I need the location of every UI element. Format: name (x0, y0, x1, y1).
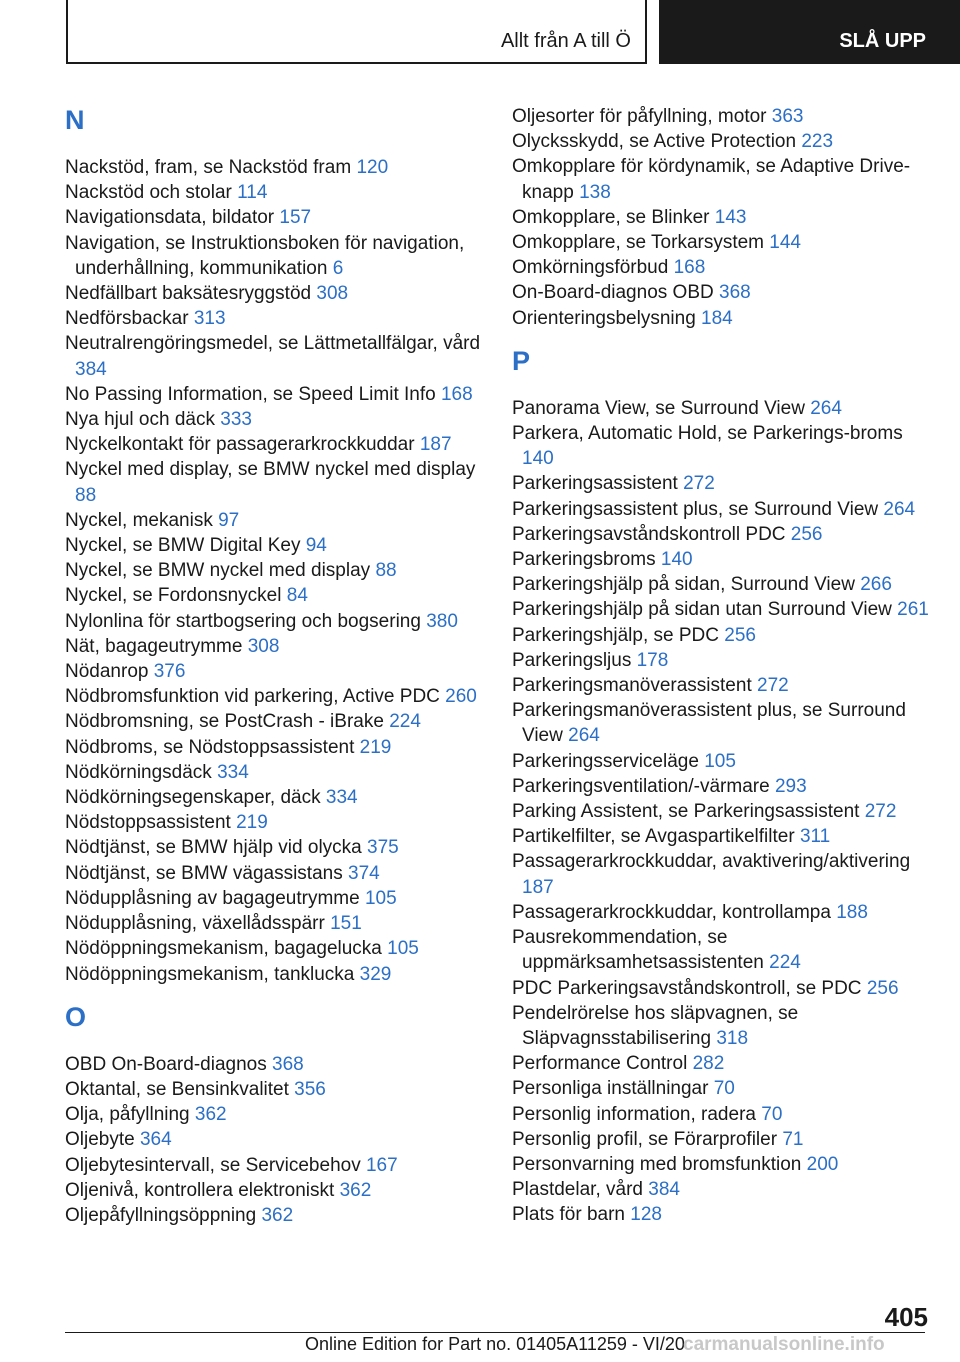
page-link[interactable]: 374 (348, 862, 380, 884)
index-entry-text: Personliga inställningar (512, 1078, 709, 1100)
index-entry (512, 597, 932, 622)
index-entry-text: Personlig profil, se Förarprofiler (512, 1128, 778, 1150)
page-link[interactable]: 362 (261, 1204, 294, 1226)
index-entry (65, 331, 495, 381)
index-entry-text: Personlig information, radera (512, 1103, 756, 1125)
index-entry (512, 824, 932, 849)
index-entry (512, 471, 932, 496)
header-tab-label: SLÅ UPP (839, 30, 926, 52)
index-entry-text: Omkopplare, se Torkarsystem (512, 232, 765, 254)
page-link[interactable]: 364 (139, 1129, 172, 1151)
page-link[interactable]: 105 (364, 887, 397, 909)
index-entry (512, 774, 932, 799)
index-entry-text: Parkera, Automatic Hold, se Parkerings-broms (512, 423, 903, 445)
index-entry (65, 810, 495, 835)
index-entry-text: Passagerarkrockkuddar, avaktivering/aktivering (512, 851, 911, 873)
index-entry-text: Nackstöd och stolar (65, 182, 232, 204)
page-link[interactable]: 272 (757, 675, 789, 697)
index-entry (65, 962, 495, 987)
index-entry (65, 835, 495, 860)
index-entry (512, 396, 932, 421)
section-letter: P (512, 345, 531, 376)
page-link[interactable]: 329 (359, 963, 392, 985)
index-entry-text: Nät, bagageutrymme (65, 635, 243, 657)
page-link[interactable]: 71 (782, 1128, 804, 1150)
index-entry-text: Oktantal, se Bensinkvalitet (65, 1078, 289, 1100)
page-link[interactable]: 368 (719, 282, 751, 304)
index-entry-text: Nödstoppsassistent (65, 812, 231, 834)
page-link[interactable]: 311 (799, 826, 831, 848)
header-section-box (66, 0, 647, 64)
page-link[interactable]: 144 (769, 232, 801, 254)
page-link[interactable]: 334 (217, 761, 249, 783)
page-link[interactable]: 380 (426, 610, 458, 632)
index-entry-text: Nödbromsning, se PostCrash - iBrake (65, 711, 384, 733)
index-entry (65, 861, 495, 886)
index-entry (512, 572, 932, 597)
index-entry-text: Parkeringsassistent plus, se Surround View (512, 498, 879, 520)
page-link[interactable]: 219 (236, 812, 268, 834)
index-entry (65, 382, 495, 407)
page-link[interactable]: 256 (724, 624, 756, 646)
index-entry-text: Omkopplare för kördynamik, se Adaptive Drive-knapp (512, 156, 911, 203)
index-entry-text: Pendelrörelse hos släpvagnen, se Släpvagnsstabilisering (512, 1002, 799, 1049)
index-entry (65, 911, 495, 936)
index-entry-text: Panorama View, se Surround View (512, 397, 805, 419)
section-letter: N (65, 105, 85, 135)
page-link[interactable]: 138 (579, 181, 611, 203)
index-entry-text: Parkeringsserviceläge (512, 750, 699, 772)
page-link[interactable]: 272 (683, 473, 715, 495)
page-number: 405 (884, 1302, 928, 1332)
index-entry (512, 1127, 932, 1152)
page-link[interactable]: 70 (761, 1103, 783, 1125)
page-link[interactable]: 6 (332, 257, 344, 279)
index-entry-text: Nödupplåsning, växellådsspärr (65, 913, 325, 935)
index-entry-text: Neutralrengöringsmedel, se Lättmetallfälgar, vård (65, 333, 481, 355)
index-entry-text: Olycksskydd, se Active Protection (512, 131, 797, 153)
index-entry (512, 849, 932, 899)
page-link[interactable]: 308 (247, 635, 280, 657)
index-column-left (65, 104, 495, 1228)
index-entry (512, 1202, 932, 1227)
index-entry-text: Plats för barn (512, 1204, 625, 1226)
index-entry-text: Parkeringsventilation/-värmare (512, 775, 770, 797)
page-link[interactable]: 376 (153, 661, 186, 683)
index-entry (65, 558, 495, 583)
index-entry (512, 1102, 932, 1127)
page-link[interactable]: 334 (325, 787, 358, 809)
index-entry (512, 1076, 932, 1101)
index-entry (65, 659, 495, 684)
page-link[interactable]: 282 (692, 1053, 725, 1075)
page-link[interactable]: 128 (630, 1204, 662, 1226)
index-entry (65, 180, 495, 205)
page-link[interactable]: 140 (660, 549, 693, 571)
page-link[interactable]: 293 (774, 775, 807, 797)
index-entry-text: Nya hjul och däck (65, 409, 215, 431)
index-entry-text: Parkeringsmanöverassistent plus, se Surround View (512, 700, 906, 747)
index-entry (65, 457, 495, 507)
page-link[interactable]: 384 (648, 1179, 680, 1201)
index-entry-text: Oljebyte (65, 1129, 135, 1151)
index-entry (65, 407, 495, 432)
index-entry-text: Oljenivå, kontrollera elektroniskt (65, 1179, 335, 1201)
page-link[interactable]: 313 (193, 308, 226, 330)
index-entry-text: Oljebytesintervall, se Servicebehov (65, 1154, 361, 1176)
header-section-label: Allt från A till Ö (500, 30, 631, 52)
index-entry-text: Nödöppningsmekanism, bagagelucka (65, 938, 382, 960)
index-entry-text: Nödkörningsdäck (65, 761, 212, 783)
page-link[interactable]: 84 (286, 585, 308, 607)
page-link[interactable]: 105 (387, 938, 419, 960)
index-entry (65, 886, 495, 911)
index-entry (65, 155, 495, 180)
index-entry (65, 785, 495, 810)
index-entry (512, 280, 932, 305)
page-link[interactable]: 168 (440, 383, 473, 405)
index-entry (65, 936, 495, 961)
index-entry (65, 281, 495, 306)
index-entry (512, 673, 932, 698)
page-link[interactable]: 224 (389, 711, 421, 733)
index-entry-text: Nödtjänst, se BMW hjälp vid olycka (65, 837, 362, 859)
page-link[interactable]: 261 (897, 599, 929, 621)
index-entry-text: Omkopplare, se Blinker (512, 206, 710, 228)
index-entry (512, 230, 932, 255)
index-entry (512, 205, 932, 230)
index-entry (512, 749, 932, 774)
index-entry (65, 760, 495, 785)
index-entry-text: Nödupplåsning av bagageutrymme (65, 887, 360, 909)
index-entry-text: Nedfällbart baksätesryggstöd (65, 283, 312, 305)
page-link[interactable]: 375 (367, 837, 399, 859)
index-entry (65, 684, 495, 709)
edition-text: Online Edition for Part no. 01405A11259 - VI/20 (305, 1334, 685, 1354)
index-entry-text: Parkeringsmanöverassistent (512, 675, 752, 697)
page-link[interactable]: 223 (801, 131, 834, 153)
page-link[interactable]: 219 (359, 736, 392, 758)
index-entry (512, 799, 932, 824)
index-entry-text: Partikelfilter, se Avgaspartikelfilter (512, 826, 795, 848)
index-entry-text: OBD On-Board-diagnos (65, 1053, 267, 1075)
index-entry (65, 735, 495, 760)
index-entry (512, 648, 932, 673)
index-entry-text: Navigationsdata, bildator (65, 207, 275, 229)
index-entry-text: Nödtjänst, se BMW vägassistans (65, 862, 343, 884)
index-entry (65, 583, 495, 608)
page-link[interactable]: 151 (330, 913, 362, 935)
page-link[interactable]: 272 (864, 801, 897, 823)
index-entry-text: Parkeringshjälp på sidan utan Surround View (512, 599, 892, 621)
page-link[interactable]: 356 (294, 1078, 326, 1100)
page-link[interactable]: 70 (713, 1078, 735, 1100)
page-link[interactable]: 384 (75, 358, 107, 380)
index-entry (512, 698, 932, 748)
page-link[interactable]: 88 (375, 560, 397, 582)
index-entry (65, 1102, 495, 1127)
page-link[interactable]: 140 (522, 448, 554, 470)
index-entry-text: Nödöppningsmekanism, tanklucka (65, 963, 355, 985)
index-entry (512, 104, 932, 129)
page-link[interactable]: 256 (866, 977, 899, 999)
index-entry-text: Parking Assistent, se Parkeringsassistent (512, 801, 860, 823)
footer-divider (65, 1332, 925, 1333)
index-entry-text: Nyckel med display, se BMW nyckel med display (65, 459, 476, 481)
index-entry-text: Passagerarkrockkuddar, kontrollampa (512, 901, 831, 923)
page-link[interactable]: 362 (339, 1179, 372, 1201)
index-entry-text: Orienteringsbelysning (512, 307, 696, 329)
index-entry (65, 1077, 495, 1102)
index-entry-text: Parkeringsavståndskontroll PDC (512, 523, 786, 545)
page-link[interactable]: 363 (771, 106, 804, 127)
index-entry (65, 1203, 495, 1228)
page-link[interactable]: 266 (860, 574, 892, 596)
index-entry-text: Olja, påfyllning (65, 1104, 190, 1126)
index-entry-text: Omkörningsförbud (512, 257, 669, 279)
index-entry-text: Pausrekommendation, se uppmärksamhetsassistenten (512, 927, 764, 974)
index-entry (512, 1001, 932, 1051)
index-column-right (512, 104, 932, 1228)
page-link[interactable]: 188 (836, 901, 868, 923)
index-entry-text: On-Board-diagnos OBD (512, 282, 714, 304)
index-entry (65, 508, 495, 533)
index-entry-text: Parkeringshjälp på sidan, Surround View (512, 574, 855, 596)
index-entry (512, 306, 932, 331)
index-entry-text: Parkeringsassistent (512, 473, 678, 495)
index-entry (512, 421, 932, 471)
page-link[interactable]: 97 (218, 509, 240, 531)
index-entry-text: Navigation, se Instruktionsboken för navigation, underhållning, kommunikation (65, 232, 465, 279)
index-entry (65, 533, 495, 558)
index-entry-text: Nödanrop (65, 661, 149, 683)
index-entry-text: Nödbroms, se Nödstoppsassistent (65, 736, 355, 758)
index-entry (512, 154, 932, 204)
header-tab[interactable] (659, 0, 960, 64)
index-entry (512, 900, 932, 925)
page-link[interactable]: 143 (714, 206, 747, 228)
index-entry (65, 306, 495, 331)
page-link[interactable]: 120 (356, 157, 389, 178)
index-entry (512, 925, 932, 975)
index-entry-text: Oljesorter för påfyllning, motor (512, 106, 767, 127)
page-link[interactable]: 94 (305, 535, 327, 557)
index-entry-text: Performance Control (512, 1053, 688, 1075)
index-entry-text: Nyckel, mekanisk (65, 509, 213, 531)
index-entry (512, 976, 932, 1001)
index-entry (65, 1153, 495, 1178)
section-letter: O (65, 1001, 87, 1032)
page-link[interactable]: 200 (806, 1153, 839, 1175)
index-entry (65, 231, 495, 281)
index-entry-text: Nylonlina för startbogsering och bogsering (65, 610, 421, 632)
index-entry-text: Nackstöd, fram, se Nackstöd fram (65, 157, 352, 178)
page-link[interactable]: 333 (220, 409, 252, 431)
index-entry-text: Oljepåfyllningsöppning (65, 1204, 257, 1226)
index-entry-text: Personvarning med bromsfunktion (512, 1153, 802, 1175)
page-link[interactable]: 157 (279, 207, 312, 229)
index-entry-text: PDC Parkeringsavståndskontroll, se PDC (512, 977, 862, 999)
index-entry-text: Nyckel, se BMW Digital Key (65, 535, 301, 557)
page-link[interactable]: 178 (636, 649, 669, 671)
index-entry-text: Parkeringsljus (512, 649, 632, 671)
page-link[interactable]: 114 (237, 182, 268, 204)
index-entry-text: Nödkörningsegenskaper, däck (65, 787, 321, 809)
index-entry (65, 609, 495, 634)
index-entry-text: Nödbromsfunktion vid parkering, Active PDC (65, 686, 440, 708)
page-link[interactable]: 168 (673, 257, 706, 279)
page-link[interactable]: 264 (810, 397, 842, 419)
page-link[interactable]: 368 (272, 1053, 304, 1075)
index-entry (512, 623, 932, 648)
page-link[interactable]: 362 (194, 1104, 227, 1126)
index-entry-text: Parkeringshjälp, se PDC (512, 624, 719, 646)
index-entry (65, 1052, 495, 1077)
index-entry-text: Plastdelar, vård (512, 1179, 643, 1201)
index-entry (512, 1177, 932, 1202)
index-entry (65, 709, 495, 734)
index-entry (65, 634, 495, 659)
index-entry (65, 1178, 495, 1203)
page-link[interactable]: 256 (790, 523, 823, 545)
page-link[interactable]: 260 (445, 686, 477, 708)
index-entry-text: Nyckelkontakt för passagerarkrockkuddar (65, 434, 415, 456)
index-entry (512, 522, 932, 547)
index-entry (512, 497, 932, 522)
page-link[interactable]: 318 (716, 1027, 749, 1049)
page-link[interactable]: 187 (522, 876, 554, 898)
index-entry-text: Nedförsbackar (65, 308, 189, 330)
page-link[interactable]: 308 (316, 283, 349, 305)
index-entry (65, 432, 495, 457)
index-entry-text: Nyckel, se Fordonsnyckel (65, 585, 282, 607)
index-entry-text: Nyckel, se BMW nyckel med display (65, 560, 371, 582)
page-link[interactable]: 264 (568, 725, 600, 747)
page-link[interactable]: 88 (75, 484, 97, 506)
index-entry-text: No Passing Information, se Speed Limit Info (65, 383, 436, 405)
watermark: carmanualsonline.info (683, 1334, 885, 1355)
index-entry (65, 1127, 495, 1152)
page-link[interactable]: 187 (419, 434, 452, 456)
index-entry (512, 129, 932, 154)
page-link[interactable]: 224 (769, 952, 801, 974)
index-entry (512, 1152, 932, 1177)
index-entry (512, 547, 932, 572)
index-entry (512, 1051, 932, 1076)
page-link[interactable]: 184 (701, 307, 733, 329)
index-entry (65, 205, 495, 230)
index-entry (512, 255, 932, 280)
page-link[interactable]: 167 (365, 1154, 398, 1176)
page-link[interactable]: 105 (704, 750, 736, 772)
page-link[interactable]: 264 (883, 498, 916, 520)
index-entry-text: Parkeringsbroms (512, 549, 656, 571)
